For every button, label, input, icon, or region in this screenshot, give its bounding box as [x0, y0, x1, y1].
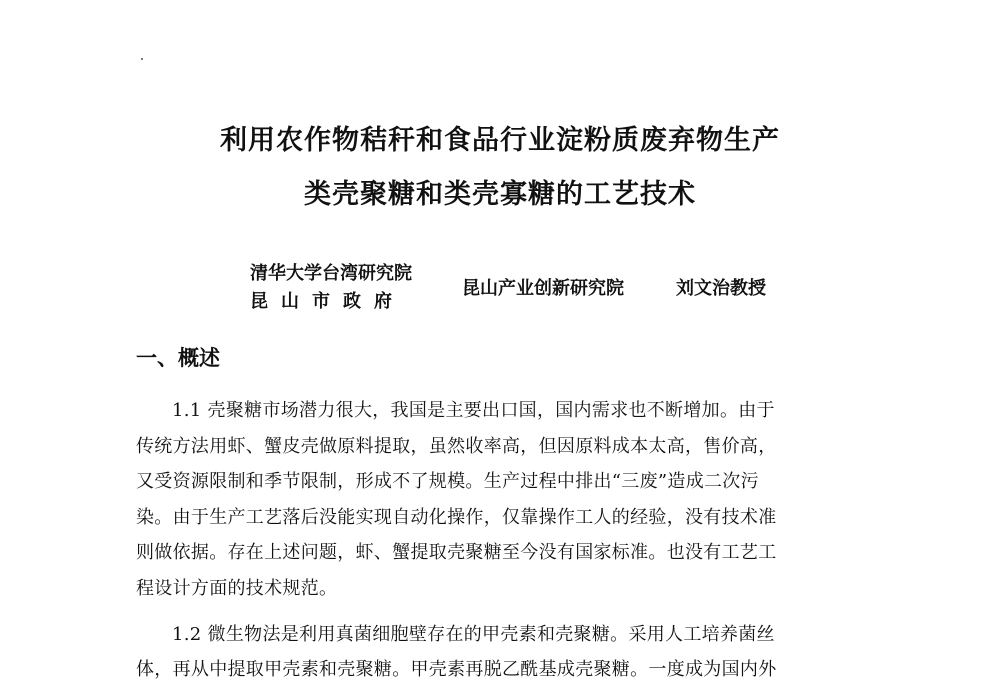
- scan-speck: [141, 58, 143, 60]
- paragraph-line: 1.2 微生物法是利用真菌细胞壁存在的甲壳素和壳聚糖。采用人工培养菌丝: [172, 624, 775, 645]
- affiliation-tsinghua: 清华大学台湾研究院: [250, 263, 412, 284]
- paragraph-line: 1.1 壳聚糖市场潜力很大，我国是主要出口国，国内需求也不断增加。由于: [172, 400, 775, 421]
- author-name: 刘文治教授: [676, 278, 766, 299]
- paragraph-line: 程设计方面的技术规范。: [136, 578, 338, 599]
- affiliation-kunshan-institute: 昆山产业创新研究院: [462, 278, 624, 299]
- title-line-1: 利用农作物秸秆和食品行业淀粉质废弃物生产: [220, 125, 780, 156]
- paragraph-line: 传统方法用虾、蟹皮壳做原料提取，虽然收率高，但因原料成本太高，售价高，: [136, 436, 777, 457]
- paragraph-line: 又受资源限制和季节限制，形成不了规模。生产过程中排出“三废”造成二次污: [136, 471, 759, 492]
- paragraph-line: 体，再从中提取甲壳素和壳聚糖。甲壳素再脱乙酰基成壳聚糖。一度成为国内外: [136, 659, 777, 680]
- paragraph-line: 则做依据。存在上述问题，虾、蟹提取壳聚糖至今没有国家标准。也没有工艺工: [136, 542, 777, 563]
- paragraph-line: 染。由于生产工艺落后没能实现自动化操作，仅靠操作工人的经验，没有技术准: [136, 507, 777, 528]
- affiliation-kunshan-government: 昆山市政府: [250, 291, 405, 312]
- section-heading-overview: 一、概述: [136, 346, 220, 370]
- title-line-2: 类壳聚糖和类壳寡糖的工艺技术: [304, 179, 696, 210]
